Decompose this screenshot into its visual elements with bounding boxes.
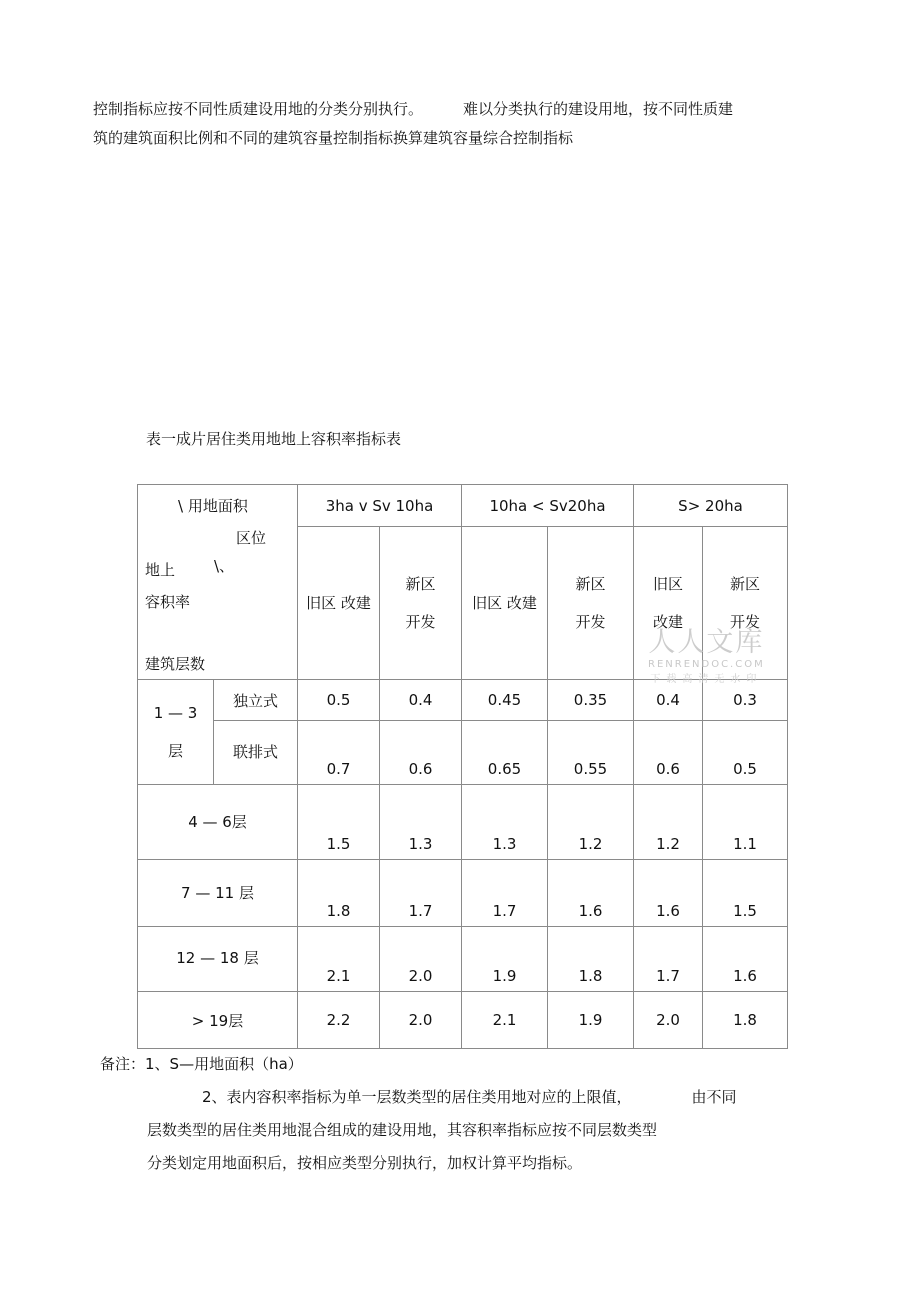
row-label: > 19层 — [138, 992, 298, 1049]
value-cell: 0.3 — [703, 680, 788, 721]
note-3: 层数类型的居住类用地混合组成的建设用地，其容积率指标应按不同层数类型 — [147, 1121, 658, 1139]
value-cell: 1.7 — [462, 860, 548, 927]
value-cell: 1.6 — [703, 927, 788, 992]
value-cell: 2.0 — [634, 992, 703, 1049]
value-cell: 1.5 — [298, 785, 380, 860]
sub-header-old-2: 旧区 改建 — [462, 527, 548, 680]
value-cell: 0.4 — [380, 680, 462, 721]
value-cell: 2.1 — [462, 992, 548, 1049]
value-cell: 2.0 — [380, 992, 462, 1049]
table-row — [138, 785, 788, 860]
value-cell: 1.6 — [634, 860, 703, 927]
value-cell: 0.65 — [462, 721, 548, 785]
row-label: 12 — 18 层 — [138, 927, 298, 992]
intro-line-1b: 难以分类执行的建设用地，按不同性质建 — [463, 100, 734, 118]
sub-header-old-3: 旧区 改建 — [634, 527, 703, 680]
value-cell: 1.7 — [634, 927, 703, 992]
value-cell: 0.5 — [298, 680, 380, 721]
value-cell: 0.6 — [634, 721, 703, 785]
sub-header-old-1: 旧区 改建 — [298, 527, 380, 680]
far-index-table — [137, 484, 788, 1049]
value-cell: 0.5 — [703, 721, 788, 785]
value-cell: 0.45 — [462, 680, 548, 721]
watermark-name: 人人文库 — [648, 627, 765, 658]
corner-area-label: \ 用地面积 — [178, 497, 248, 515]
row-label: 4 — 6层 — [138, 785, 298, 860]
intro-line-1 — [93, 98, 733, 119]
value-cell: 1.8 — [298, 860, 380, 927]
table-corner-header — [138, 485, 298, 680]
intro-line-1a: 控制指标应按不同性质建设用地的分类分别执行。 — [93, 100, 424, 118]
row-sublabel-terraced: 联排式 — [214, 721, 298, 785]
note-2 — [202, 1086, 737, 1107]
sub-header-new-3: 新区 开发 — [703, 527, 788, 680]
note-1: 备注：1、S—用地面积（ha） — [100, 1055, 303, 1073]
table-row — [138, 721, 788, 785]
group-header-1: 3ha v Sv 10ha — [298, 485, 462, 527]
table-title: 表一成片居住类用地地上容积率指标表 — [146, 430, 402, 448]
corner-far-label: 容积率 — [145, 593, 191, 611]
value-cell: 1.8 — [703, 992, 788, 1049]
row-label-1-3: 1 — 3 层 — [138, 680, 214, 785]
value-cell: 1.2 — [634, 785, 703, 860]
value-cell: 1.7 — [380, 860, 462, 927]
corner-district-label: 区位 — [236, 529, 267, 547]
value-cell: 0.4 — [634, 680, 703, 721]
value-cell: 1.2 — [548, 785, 634, 860]
value-cell: 2.0 — [380, 927, 462, 992]
table-row — [138, 927, 788, 992]
value-cell: 1.8 — [548, 927, 634, 992]
corner-above-label: 地上 — [145, 561, 176, 579]
row-sublabel-detached: 独立式 — [214, 680, 298, 721]
note-2a: 2、表内容积率指标为单一层数类型的居住类用地对应的上限值， — [202, 1088, 632, 1106]
watermark-domain: RENRENDOC.COM — [648, 659, 765, 670]
group-header-3: S> 20ha — [634, 485, 788, 527]
value-cell: 0.55 — [548, 721, 634, 785]
value-cell: 0.6 — [380, 721, 462, 785]
value-cell: 1.9 — [548, 992, 634, 1049]
corner-floors-label: 建筑层数 — [145, 655, 206, 673]
value-cell: 1.3 — [380, 785, 462, 860]
table-row — [138, 992, 788, 1049]
row-label: 7 — 11 层 — [138, 860, 298, 927]
value-cell: 0.7 — [298, 721, 380, 785]
value-cell: 0.35 — [548, 680, 634, 721]
note-4: 分类划定用地面积后，按相应类型分别执行，加权计算平均指标。 — [147, 1154, 583, 1172]
value-cell: 1.6 — [548, 860, 634, 927]
group-header-2: 10ha < Sv20ha — [462, 485, 634, 527]
watermark-logo — [648, 620, 765, 685]
sub-header-new-2: 新区 开发 — [548, 527, 634, 680]
value-cell: 2.1 — [298, 927, 380, 992]
note-2b: 由不同 — [691, 1088, 737, 1106]
watermark-slogan: 下载高清无水印 — [650, 674, 763, 685]
sub-header-new-1: 新区 开发 — [380, 527, 462, 680]
corner-slash: \、 — [214, 557, 235, 575]
table-row — [138, 860, 788, 927]
table-row — [138, 680, 788, 721]
value-cell: 1.3 — [462, 785, 548, 860]
intro-line-2: 筑的建筑面积比例和不同的建筑容量控制指标换算建筑容量综合控制指标 — [93, 129, 574, 147]
value-cell: 1.9 — [462, 927, 548, 992]
value-cell: 1.5 — [703, 860, 788, 927]
value-cell: 2.2 — [298, 992, 380, 1049]
value-cell: 1.1 — [703, 785, 788, 860]
